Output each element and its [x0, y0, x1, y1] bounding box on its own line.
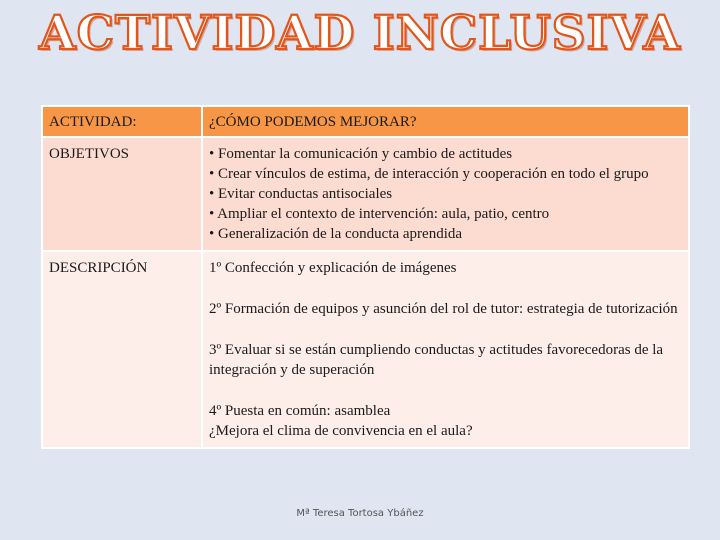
objective-item: • Generalización de la conducta aprendida	[209, 226, 463, 242]
table-header-row	[43, 107, 688, 136]
description-step-3: 3º Evaluar si se están cumpliendo conductas y actitudes favorecedoras de la integración y de superación	[209, 342, 664, 378]
description-step-4	[209, 401, 682, 441]
objectives-list	[203, 138, 688, 250]
description-row	[43, 252, 688, 447]
activity-table	[41, 105, 690, 449]
objective-item: • Crear vínculos de estima, de interacción y cooperación en todo el grupo	[209, 166, 649, 182]
activity-label: ACTIVIDAD:	[43, 107, 201, 136]
description-label: DESCRIPCIÓN	[43, 252, 201, 447]
description-content	[203, 252, 688, 447]
objectives-row	[43, 138, 688, 250]
objective-item: • Evitar conductas antisociales	[209, 186, 393, 202]
objective-item: • Fomentar la comunicación y cambio de actitudes	[209, 146, 513, 162]
description-step-4-line: 4º Puesta en común: asamblea	[209, 403, 391, 419]
author-footer: Mª Teresa Tortosa Ybáñez	[296, 508, 424, 519]
objective-item: • Ampliar el contexto de intervención: aula, patio, centro	[209, 206, 550, 222]
description-step-2: 2º Formación de equipos y asunción del rol de tutor: estrategia de tutorización	[209, 301, 678, 317]
slide-title: ACTIVIDAD INCLUSIVA	[39, 6, 681, 61]
objectives-label: OBJETIVOS	[43, 138, 201, 250]
description-question: ¿Mejora el clima de convivencia en el aula?	[209, 423, 473, 439]
activity-value: ¿CÓMO PODEMOS MEJORAR?	[203, 107, 688, 136]
description-step-1: 1º Confección y explicación de imágenes	[209, 260, 457, 276]
